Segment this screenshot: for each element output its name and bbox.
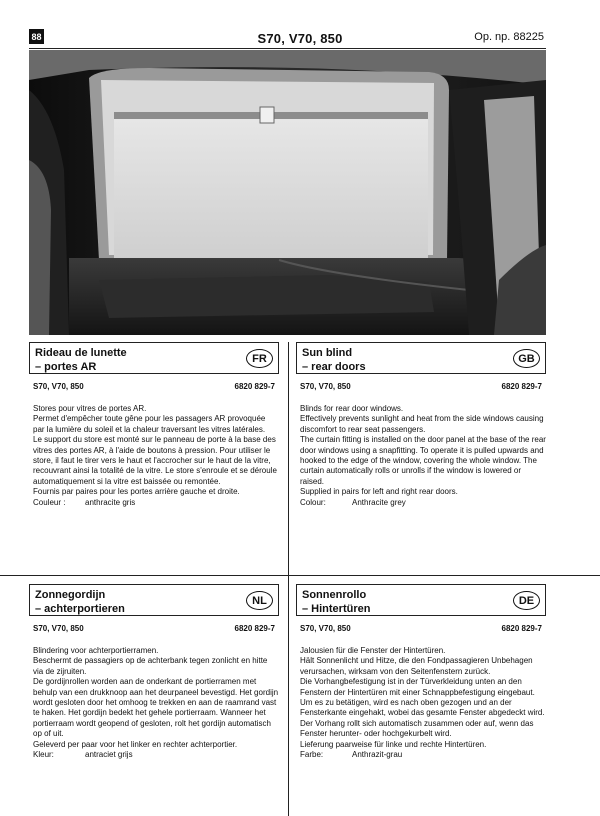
section-fr [29,342,279,508]
description [29,646,279,760]
section-header [296,584,546,616]
section-subtitle: – Hintertüren [302,603,371,615]
model-row [296,624,546,638]
model-row [29,382,279,396]
part-number: 6820 829-7 [501,624,542,633]
section-de [296,584,546,760]
colour-label: Couleur : [33,497,66,507]
section-gb [296,342,546,508]
paragraph: Die Vorhangbefestigung ist in der Türverkleidung unten an den Fenstern der Hintertüren mit einer Schnappbefestigung eingebaut. Um es zu betätigen, wird es nach oben gezogen und an der Fensterkante eingehakt, wobei das gesamte Fenster abgedeckt wird. Der Vorhang rollt sich automatisch zusammen oder auf, wenn das Fenster herunter- oder hochgekurbelt wird. [300,677,545,739]
colour-value: Anthracite grey [352,497,406,507]
paragraph: Permet d'empêcher toute gêne pour les passagers AR provoquée par la lumière du soleil et la chaleur traversant les vitres latérales. [33,414,266,434]
language-badge: GB [513,349,540,368]
colour-label: Kleur: [33,750,54,760]
paragraph: Fournis par paires pour les portes arrière gauche et droite. [33,487,240,497]
language-badge: FR [246,349,273,368]
models-text: S70, V70, 850 [33,382,84,391]
section-title: Rideau de lunette [35,347,127,359]
paragraph: Blindering voor achterportierramen. [33,646,159,655]
paragraph: Beschermt de passagiers op de achterbank tegen zonlicht en hitte via de zijruiten. [33,656,268,676]
colour-label: Colour: [300,497,326,507]
section-header [296,342,546,374]
header-rule [29,48,546,49]
op-number: Op. np. 88225 [474,31,544,43]
colour-value: Anthrazit-grau [352,750,403,760]
page-title: S70, V70, 850 [257,31,343,46]
models-text: S70, V70, 850 [300,382,351,391]
colour-label: Farbe: [300,750,324,760]
paragraph: Effectively prevents sunlight and heat from the side windows causing discomfort to rear seat passengers. [300,414,544,434]
models-text: S70, V70, 850 [33,624,84,633]
description [296,404,546,508]
paragraph: The curtain fitting is installed on the door panel at the base of the rear door windows using a snapfitting. To operate it is pulled upwards and hooked to the edge of the window, covering the whole window. The curtain automatically rolls or unrolls if the window is lowered or raised. [300,435,546,486]
part-number: 6820 829-7 [501,382,542,391]
column-divider [288,342,289,816]
colour-row [300,750,546,760]
section-title: Sun blind [302,347,353,359]
section-subtitle: – portes AR [35,361,97,373]
section-title: Sonnenrollo [302,589,367,601]
section-title: Zonnegordijn [35,589,106,601]
part-number: 6820 829-7 [234,624,275,633]
language-badge: NL [246,591,273,610]
colour-row [300,498,546,508]
colour-value: antraciet grijs [85,750,133,760]
row-divider [0,575,600,576]
paragraph: Le support du store est monté sur le panneau de porte à la base des vitres des portes AR, à l'aide de boutons à pression. Pour utiliser le store, il faut le tirer vers le haut et l'accrocher sur le haut de la vitre, recouvrant ainsi la totalité de la vitre. Le store s'enroule et se déroule automatiquement si la vitre est baissée ou remontée. [33,435,277,486]
section-header [29,342,279,374]
paragraph: Stores pour vitres de portes AR. [33,404,147,413]
product-photo [29,50,546,335]
section-nl [29,584,279,760]
section-header [29,584,279,616]
description [296,646,546,760]
paragraph: Jalousien für die Fenster der Hintertüren. [300,646,446,655]
models-text: S70, V70, 850 [300,624,351,633]
part-number: 6820 829-7 [234,382,275,391]
colour-value: anthracite gris [85,497,136,507]
description [29,404,279,508]
section-subtitle: – rear doors [302,361,366,373]
model-row [29,624,279,638]
paragraph: Lieferung paarweise für linke und rechte Hintertüren. [300,739,487,749]
section-subtitle: – achterportieren [35,603,125,615]
language-badge: DE [513,591,540,610]
paragraph: Geleverd per paar voor het linker en rechter achterportier. [33,739,238,749]
paragraph: De gordijnrollen worden aan de onderkant de portierramen met behulp van een drukknoop aan het deurpaneel bevestigd. Het gordijn wordt gesloten door het omhoog te trekken en aan de raamrand vast te haken. Het gordijn bedekt het gehele portierraam. Wanneer het portierraam wordt geopend of gesloten, rolt het gordijn automatisch op of uit. [33,677,279,739]
paragraph: Supplied in pairs for left and right rear doors. [300,487,458,497]
paragraph: Hält Sonnenlicht und Hitze, die den Fondpassagieren Unbehagen verursachen, wirksam von den Seitenfenstern zurück. [300,656,533,676]
paragraph: Blinds for rear door windows. [300,404,404,413]
model-row [296,382,546,396]
logo-text: 88 [31,31,42,42]
colour-row [33,750,279,760]
colour-row [33,498,279,508]
